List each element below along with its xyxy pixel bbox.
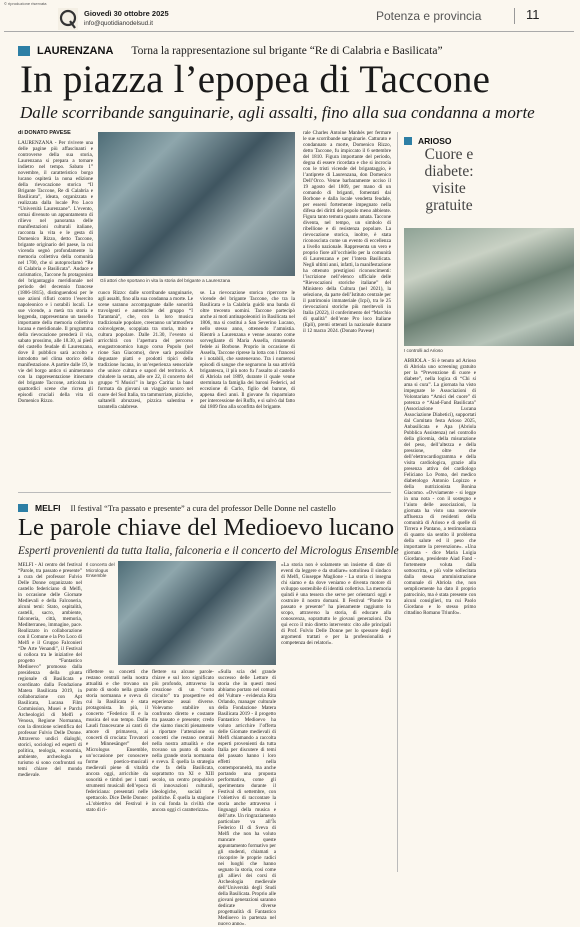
bottom-article-kicker-row	[18, 499, 393, 514]
top-article-kicker-row	[18, 42, 558, 56]
kicker-bar	[18, 46, 30, 56]
section-separator	[18, 492, 391, 493]
top-article-col-4: rale Charles Antoine Manhès per fermare le sue scorribande sanguinarie. Catturato e condannato a morte, Domenico Rizzo, detto Taccone, fu impiccato il 6 settembre del 1810. Figura importante del periodo, degna di essere ricordata e che si incrocia con le tristi vicende del brigantaggio, è l’antiprete di Laurenzana, don Domenico Dell’Orco. Venne barbaramente ucciso il 19 agosto del 1809, per mano di un comando di briganti, fomentati dai Borbone e dalla locale vendetta feudale, per essersi fortemente impegnato nella difesa dei diritti del popolo meno abbiente. Figura tanto temuta quanto amata. Taccone diventa, nel tempo, un simbolo di ribellione e di resistenza popolare. La rievocazione storica, inoltre, è stata riconosciuta come un evento di eccellenza a livello nazionale. Rappresenta un vero e proprio fiore all’occhiello per la comunità di Laurenzana e per l’intera Basilicata. Negli ultimi anni, infatti, la manifestazione ha ottenuto prestigiosi riconoscimenti: l’iscrizione nell’elenco ufficiale delle “Rievocazioni storiche italiane” del Ministero della Cultura (nel 2021), la selezione, da parte dell’Istituto centrale per il patrimonio immateriale (Icpi), tra le 25 rievocazioni storiche più meritevoli in Italia (2022), il conferimento del “Marchio di qualità” dell’ente Pro loco Italiane (Epli), premi ottenuti la nazionale durante il 12 marzo 2024. (Donato Pavese)	[303, 130, 391, 334]
top-article-col-3: se. La rievocazione storica ripercorre le vicende del brigante Taccone, che tra la Basilicata e la Calabria guidò una banda di oltre trecento uomini. Taccone partecipò anche ai moti antinapoleonici in Basilicata nel 1806, ma si costituì a San Severino Lucano, nello stesso anno, ottenendo l’amnistia. Rientrò a Laurenzana e venne assunto come sorvegliante di Maria Assella, rimanendo fedele ai Borbone. Proprio in occasione di Assella, Taccone riprese la lotta con i francesi e i notabili, che sostenevano. Tra i numerosi episodi di sangue che segnarono la sua attività brigantesca, il più noto fu l’assalto al castello di Abriola nel 1809, durante il quale venne sterminata la famiglia dei baroni Federici, ad eccezione di Carlo, figlio del barone, di appena dieci anni. Il giovane fu risparmiato per intercessione dei Ruffo, e si salvò dal fatto dal 1809 fino alla sconfitta del brigante.	[200, 290, 295, 410]
bottom-article-col-4: «Sulla scia del grande successo delle Letture di storia che in questi mesi abbiamo portato nel comuni del Vulture - evidenzia Rita Orlando, manager culturale della Fondazione Matera Basilicata 2019 - il progetto Fantastico Medioevo ha voluto arricchire l’offerta delle Giornate medievali di Melfi chiamando a raccolta esperti provenienti da tutta Italia per discutere di temi del passato hanno i loro effetti nella contemporaneità, ma anche portando una proposta performativa, come gli sperimentato durante il Festival di settembre, con l’obiettivo di raccontare la storia anche attraverso i linguaggi della musica e dell’arte. Un ringraziamento particolare va all’Ìs Federico II di Sveva di Melfi che non ha voluto mancare queste appuntamento formativo per gli studenti, chiamati a riscoprire le proprie radici nei luoghi che hanno segnato la storia, così come gli allievi dei corsi di Archeologia medievale dell’Università degli Studi della Basilicata. Proprio alle giovani generazioni saranno dedicate diverse progettualità di Fantastico Medioevo in partenza nel nuovo anno».	[218, 669, 276, 927]
top-article-subheadline: Dalle scorribande sanguinarie, agli assalti, fino alla sua condanna a morte	[20, 103, 535, 122]
masthead-rule	[4, 31, 574, 32]
top-article-photo-caption: Gli attori che sportano in vita la storia del brigante a Laurenzana	[100, 278, 231, 283]
top-article-col-1: LAURENZANA - Per rivivere una delle pagine più affascinanti e controverse della sua storia, Laurenzana si prepara a tornare indietro nel tempo. Sabato 1° novembre, il caratteristico borgo lucano ospiterà la nona edizione della rievocazione storica “Il Brigante Taccone, Re di Calabria e Basilicata”, ideata, organizzata e realizzata dalla locale Pro Loco “Università Laurenzane”. L’evento, ormai divenuto un appuntamento di rilievo nel panorama delle manifestazioni culturali italiane, racconta la vita e le gesta di Domenico Rizzo, detto Taccone, brigante originario del paese, la cui vicenda segnò profondamente la memoria collettiva della comunità nel 1700, che si autoproclamò “Re di Calabria e Basilicata”. Audace e carismatico, Taccone fu protagonista del brigantaggio meridionale nel periodo del decennio francese (1806-1815), distinguendosi per le sue azioni rifiuti contro l’esercito napoleonico e i notabili locali. Le sue vicende, a metà tra storia e leggenda, rappresentano un tassello importante della memoria collettiva lucana e meridionale. Il programma della rievocazione prenderà il via, sabato prossimo, alle 18.30, ai piedi del castello feudale di Laurenzana, dove il pubblico sarà accolto e introdotto nel clima storico della manifestazione. A partire dalle 19, le vie del borgo antico si animeranno con la rappresentazione itinerante del brigante Taccone, articolata in quattordici scene che ricrea gli episodi cruciali della vita di Domenico Rizzo.	[18, 140, 93, 404]
bottom-article-col-3: flettere su alcune parole-chiave e sul loro significato più profondo, attraverso la creazione di un “corto circuito” tra prospettive ed esperienze assai diverse. Volevamo stabilire un confronto diretto e costante tra passato e presente; credo che siamo riusciti pienamente a riportare l’attenzione su concetti che restano centrali nella nostra attualità e che trovano un punto di snodo nella grande storia normanna e sveva. È quella la strategia che fa della Basilicata, soprattutto tra XI e XIII secolo, un centro propulsivo di innovazioni culturali, ideologiche, sociali e politiche. È quella la stagione in cui fonda la civiltà che ancora oggi ci caratterizza».	[152, 669, 214, 813]
top-article-byline: di DONATO PAVESE	[18, 130, 71, 136]
bottom-article-kicker: MELFI	[35, 503, 61, 514]
bottom-article-col-2: riflettere su concetti che restano centrali nella nostra attualità e che trovano un punto di snodo nella grande storia normanna e sveva di cui la Basilicata è stata protagonista. In più, il concerto “Federico II e la musica del suo tempo. Dalle Laudi francescane ai canti di amore di primavera, ai concerti di crociata: Trovatori e Minnesänger” del Micrologus Ensemble, un’occasione per conoscere forme poetico-musicali medievali piene di vitalità ancora oggi, arricchite da sonorità e timbri per i tanti strumenti musicali dell’epoca federiciana: presentati nelle spettacolo. Dice Delle Donne: «L’obiettivo del Festival è stato di ri-	[86, 669, 148, 813]
top-article-col-2: cuoco Rizzo: dalle scorribande sanguinarie, agli assalti, fino alla sua condanna a morte. Le scene saranno accompagnate dalle sonorità travolgenti e autentiche del gruppo “I Tarantanà”, che, con la loro musica tradizionale popolare, creeranno un’atmosfera coinvolgente, scoppiata tra storia, mito e cultura popolare. Dalle 21.30, l’evento si arricchirà con l’apertura del percorso enogastronomico lungo corso Popolo (nel rione San Giacomo), dove sarà possibile degustare piatti e prodotti tipici della tradizione lucana, in un’esperienza sensoriale che unisce cultura e sapori del territorio. A chiudere la serata, alle ore 22, il concerto del gruppo “I Musici” in largo Caritìa: la band formata da giovani un viaggio sonoro nel cuore del Sud Italia, tra tammurriate, pizziche, saltarelli abruzzesi, pizzica salentina e tarantella calabrese.	[98, 290, 193, 410]
sidebar-photo	[404, 228, 574, 346]
newspaper-logo	[58, 8, 78, 30]
sidebar-kicker-bar	[404, 137, 412, 145]
sidebar-photo-caption: I controlli ad Arioso	[404, 348, 443, 353]
sidebar-divider	[397, 132, 398, 872]
bottom-article-overline: Il festival “Tra passato e presente” a cura del professor Delle Donne nel castello	[70, 503, 336, 513]
bottom-article-photo-caption: Il concerto del Micrologus Ensemble	[86, 562, 115, 579]
sidebar-kicker: ARIOSO	[418, 136, 452, 147]
copyright-line: © riproduzione riservata	[4, 1, 47, 6]
bottom-article-subheadline: Esperti provenienti da tutta Italia, falconeria e il concerto del Micrologus Ensemble	[18, 545, 399, 557]
top-article-headline: In piazza l’epopea di Taccone	[20, 58, 491, 101]
bottom-article-col-1: MELFI - Al centro del festival “Parole, tra passato e presente” a cura del professor Fulvio Delle Donne organizzato nel castello federiciano di Melfi, in occasione delle Giornate Medievali e della Falconeria, alcuni temi: Stato, ospitalità, castelli, sacro, ambiente, falconeria, città, memoria, Mediterraneo, immagine, pace. Realizzato in collaborazione con il Comune e la Pro Loco di Melfi e il Gruppo Falconieri “De Arte Venandi”, il Festival si colloca tra le iniziative del progetto “Fantastico Medioevo” promosso dalla presidenza della giunta regionale di Basilicata e coordinato dalla Fondazione Matera Basilicata 2019, in collaborazione con Apt Basilicata, Lucana Film Commission, Musei e Parchi Archeologici di Melfi e Venosa, Regione Normanna, con la direzione scientifica del professor Fulvio Delle Donne. Attraverso undici dialoghi, storici, sociologi ed esperti di politica, teologia, economia, ambiente, archeologia e turismo si sono confrontati su temi chiave del mondo medievale.	[18, 562, 82, 778]
bottom-article-col-5: «La storia non è solamente un insieme di date di eventi da leggere e da studiare» sottolinea il sindaco di Melfi, Giuseppe Maglione - La storia ci insegna chi siamo e da dove veniamo e diventa motore di sviluppo sostenibile di identità collettiva. La memoria quindi è una tessera che serve per orientarci oggi e costruire il nostro domani. Il Festival “Parole tra passato e presente” ha pienamente raggiunto lo scopo, attraverso la storia, di educare alla conoscenza, soprattutto le giovani generazioni. Da qui ecco il mio diretto intervento: cito alle principali di Prof. Fulvio Delle Donne per lo spessore degli argomenti trattati e per la professionalità e competenza dei relatori».	[281, 562, 391, 646]
bottom-article-headline: Le parole chiave del Medioevo lucano	[18, 514, 395, 541]
section-name: Potenza e provincia	[376, 9, 482, 23]
issue-date: Giovedì 30 ottobre 2025	[84, 9, 169, 18]
top-article-kicker: LAURENZANA	[37, 45, 114, 58]
top-article-overline: Torna la rappresentazione sul brigante “Re di Calabria e Basilicata”	[131, 45, 443, 58]
bottom-article-photo	[118, 561, 276, 665]
masthead-divider	[514, 8, 515, 24]
page-number: 11	[526, 7, 540, 22]
sidebar-body: ABRIOLA - Si è tenuto ad Arioso di Abriola uno screening gratuito per la “Prevenzione di cuore e diabete”, nella logica di “Chi si ama si cura”. La giornata ha visto impegnate le Associazioni di Volontariato “Amici del cuore” di potenza e “Aiad-Fand Basilicata” (Associazione Lucana Associazione Diabetici), supportati dal Comitato festa Arioso 2025, Anbasilicata e Apa (Abriola Pubblica Assistenza) nel controllo della glicemia, della misurazione del peso, dell’altezza e della pressione, oltre che dell’elettrocardiogramma e della visita cardiologica, grazie alla presenza attiva del cardiologo Feliciano Lo Pomo, del medico diabetologo Antonio Lopizzo e della nutrizionista Bonina Giacomo. «Ovviamente - si legge in una nota - con il sostegno e l’aiuto delle associazioni, la giornata ha visto una notevole affluenza di residenti della comunità di Arioso e di quelle di Tirrera e Pantano, a testimonianza di quanto sia sentito il problema della salute ed il peso che importante la prevenzione». «Una giornata - dice Maria Luigia Giordano, presidente Aiad Fand - fortemente voluta dalla sottoscritta, e più volte sollecitata dalla stessa amministrazione comunale di Abriola che, non semplicemente ha dato il proprio patrocinio, ma è stata presente con alcuni consiglieri, tra cui Paolo Giordano e lo stesso primo cittadino Romano Triunfo».	[404, 358, 476, 616]
top-article-photo	[98, 132, 295, 276]
kicker-bar	[18, 504, 28, 512]
contact-email[interactable]: info@quotidianodelsud.it	[84, 20, 154, 27]
logo-mark-icon	[58, 8, 78, 30]
sidebar-headline: Cuore e diabete: visite gratuite	[424, 146, 474, 214]
